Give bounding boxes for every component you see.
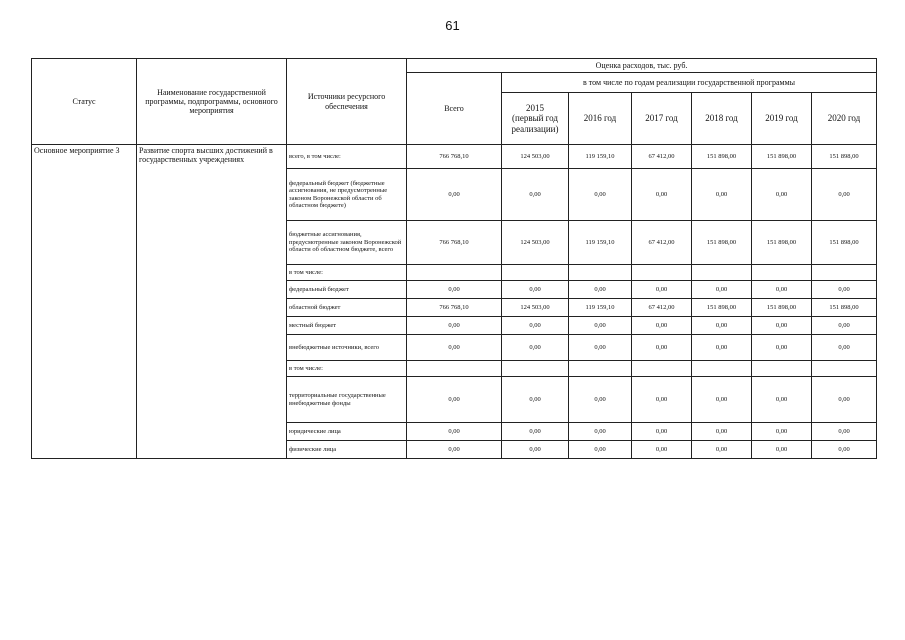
total-cell: 0,00 [407,441,502,459]
header-name: Наименование государственной программы, подпрограммы, основного мероприятия [137,59,287,145]
source-cell: областной бюджет [287,299,407,317]
year-value-cell: 0,00 [502,317,569,335]
year-value-cell: 0,00 [812,441,877,459]
year-value-cell: 0,00 [632,423,692,441]
total-cell [407,265,502,281]
year-value-cell: 151 898,00 [752,145,812,169]
program-name-cell: Развитие спорта высших достижений в государственных учреждениях [137,145,287,459]
year-value-cell [632,361,692,377]
source-cell: федеральный бюджет (бюджетные ассигнования, не предусмотренные законом Воронежской области об областном бюджете) [287,169,407,221]
year-value-cell: 151 898,00 [752,299,812,317]
year-value-cell: 0,00 [812,423,877,441]
year-value-cell: 0,00 [812,169,877,221]
year-value-cell: 151 898,00 [692,145,752,169]
budget-table [31,58,877,459]
year-value-cell: 151 898,00 [812,221,877,265]
year-value-cell: 124 503,00 [502,221,569,265]
year-value-cell: 124 503,00 [502,299,569,317]
year-value-cell: 0,00 [752,281,812,299]
year-value-cell: 0,00 [692,377,752,423]
year-value-cell: 151 898,00 [812,299,877,317]
year-value-cell: 0,00 [569,335,632,361]
source-cell: всего, в том числе: [287,145,407,169]
year-value-cell: 124 503,00 [502,145,569,169]
total-cell: 766 768,10 [407,299,502,317]
source-cell: местный бюджет [287,317,407,335]
year-value-cell: 119 159,10 [569,145,632,169]
year-value-cell: 0,00 [812,377,877,423]
year-value-cell [502,265,569,281]
year-value-cell: 151 898,00 [752,221,812,265]
year-value-cell [569,361,632,377]
year-value-cell: 151 898,00 [692,221,752,265]
header-by-years: в том числе по годам реализации государственной программы [502,73,877,93]
total-cell: 0,00 [407,423,502,441]
year-value-cell [752,265,812,281]
year-value-cell: 119 159,10 [569,221,632,265]
year-value-cell: 67 412,00 [632,221,692,265]
year-value-cell: 0,00 [569,441,632,459]
source-cell: юридические лица [287,423,407,441]
year-value-cell [632,265,692,281]
year-value-cell [692,361,752,377]
year-value-cell [502,361,569,377]
year-value-cell [812,361,877,377]
source-cell: федеральный бюджет [287,281,407,299]
year-value-cell: 151 898,00 [812,145,877,169]
year-value-cell: 0,00 [812,281,877,299]
source-cell: в том числе: [287,265,407,281]
year-value-cell: 0,00 [632,169,692,221]
year-value-cell [569,265,632,281]
year-value-cell: 0,00 [692,335,752,361]
year-value-cell: 0,00 [692,169,752,221]
year-value-cell: 0,00 [502,281,569,299]
header-year: 2016 год [569,93,632,145]
year-value-cell: 67 412,00 [632,145,692,169]
year-value-cell: 0,00 [502,377,569,423]
page-number: 61 [445,18,460,33]
year-value-cell: 0,00 [632,335,692,361]
total-cell: 0,00 [407,335,502,361]
source-cell: бюджетные ассигнования, предусмотренные законом Воронежской области об областном бюджете, всего [287,221,407,265]
year-value-cell: 0,00 [692,423,752,441]
year-value-cell [812,265,877,281]
header-year: 2018 год [692,93,752,145]
status-cell: Основное мероприятие 3 [32,145,137,459]
year-value-cell: 0,00 [752,335,812,361]
header-year: 2015 (первый год реализации) [502,93,569,145]
year-value-cell: 0,00 [632,441,692,459]
year-value-cell: 0,00 [569,317,632,335]
year-value-cell: 0,00 [692,441,752,459]
source-cell: территориальные государственные внебюджетные фонды [287,377,407,423]
table-row [32,145,877,169]
source-cell: физические лица [287,441,407,459]
total-cell: 0,00 [407,317,502,335]
total-cell [407,361,502,377]
year-value-cell: 0,00 [812,317,877,335]
year-value-cell: 0,00 [502,441,569,459]
year-value-cell: 0,00 [692,281,752,299]
source-cell: в том числе: [287,361,407,377]
year-value-cell: 0,00 [692,317,752,335]
year-value-cell: 0,00 [752,169,812,221]
year-value-cell: 0,00 [752,441,812,459]
year-value-cell: 0,00 [752,317,812,335]
year-value-cell: 0,00 [569,169,632,221]
year-value-cell: 0,00 [632,281,692,299]
header-year: 2019 год [752,93,812,145]
total-cell: 0,00 [407,377,502,423]
year-value-cell: 0,00 [752,377,812,423]
year-value-cell: 0,00 [502,169,569,221]
year-value-cell [692,265,752,281]
year-value-cell: 0,00 [569,377,632,423]
header-total: Всего [407,73,502,145]
total-cell: 766 768,10 [407,221,502,265]
year-value-cell: 0,00 [502,423,569,441]
header-year: 2017 год [632,93,692,145]
year-value-cell: 0,00 [812,335,877,361]
year-value-cell: 151 898,00 [692,299,752,317]
source-cell: внебюджетные источники, всего [287,335,407,361]
year-value-cell: 67 412,00 [632,299,692,317]
header-status: Статус [32,59,137,145]
year-value-cell: 0,00 [569,423,632,441]
year-value-cell [752,361,812,377]
year-value-cell: 119 159,10 [569,299,632,317]
total-cell: 0,00 [407,281,502,299]
year-value-cell: 0,00 [569,281,632,299]
year-value-cell: 0,00 [502,335,569,361]
total-cell: 0,00 [407,169,502,221]
year-value-cell: 0,00 [752,423,812,441]
header-sources: Источники ресурсного обеспечения [287,59,407,145]
total-cell: 766 768,10 [407,145,502,169]
header-year: 2020 год [812,93,877,145]
year-value-cell: 0,00 [632,377,692,423]
year-value-cell: 0,00 [632,317,692,335]
header-estimate: Оценка расходов, тыс. руб. [407,59,877,73]
